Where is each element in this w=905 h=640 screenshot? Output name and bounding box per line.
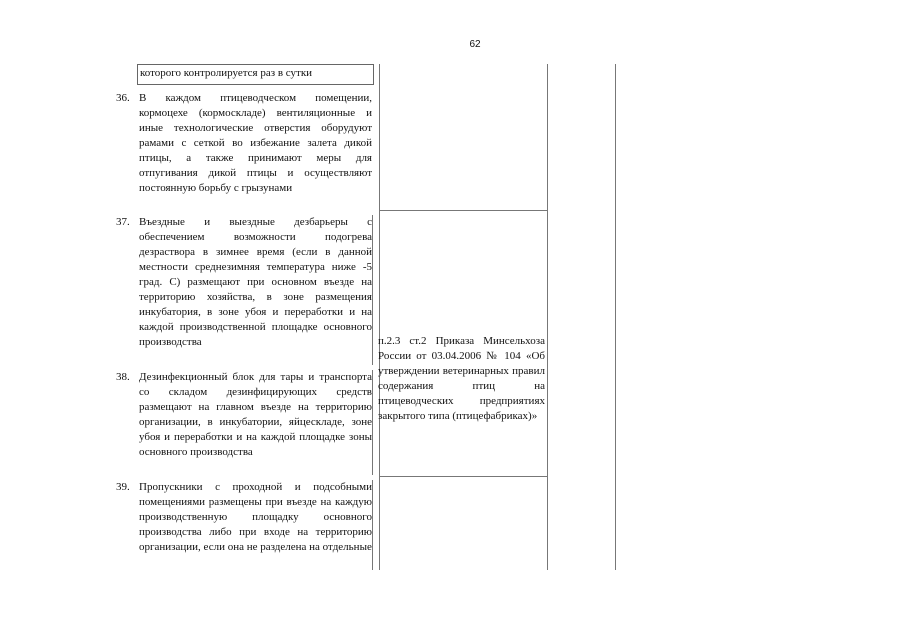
- cell-right-border-37: [372, 215, 373, 365]
- row-text-37: Въездные и выездные дезбарьеры с обеспечением возможности подогрева дезраствора в зимнее время (если в данной местности среднезимняя температура ниже -5 град. С) размещают при основном въезде на территорию хозяйства, в зоне размещения инкубатория, в зоне убоя и переработки и на каждой производственной площадке основного производства: [139, 216, 372, 348]
- cell-right-border-39: [372, 480, 373, 570]
- row-number-38: 38.: [116, 371, 130, 383]
- row-number-39: 39.: [116, 481, 130, 493]
- row-text-continuation: которого контролируется раз в сутки: [140, 67, 313, 79]
- column-divider-text: [379, 64, 380, 570]
- row-text-39: Пропускники с проходной и подсобными помещениями размещены при въезде на каждую производственную площадку основного производства либо при входе на территорию организации, если она не разделена на отдельные: [139, 481, 372, 553]
- row-number-37: 37.: [116, 216, 130, 228]
- column-divider-right: [615, 64, 616, 570]
- cell-right-border-38: [372, 370, 373, 475]
- row-divider-38-39: [379, 476, 547, 477]
- page-number: 62: [469, 39, 481, 50]
- legal-reference: п.2.3 ст.2 Приказа Минсельхоза России от 03.04.2006 № 104 «Об утверждении ветеринарных правил содержания птиц на птицеводческих предприятиях закрытого типа (птицефабриках)»: [378, 335, 545, 422]
- column-divider-reference: [547, 64, 548, 570]
- row-text-38: Дезинфекционный блок для тары и транспорта со складом дезинфицирующих средств размещают на главном въезде на территорию организации, в инкубатории, яйцескладе, зоне убоя и переработки и на каждой площадке зоны основного производства: [139, 371, 372, 458]
- row-number-36: 36.: [116, 92, 130, 104]
- row-text-36: В каждом птицеводческом помещении, кормоцехе (кормоскладе) вентиляционные и иные технологические отверстия оборудуют рамами с сеткой во избежание залета дикой птицы, а также принимают меры для отпугивания дикой птицы и осуществляют постоянную борьбу с грызунами: [139, 92, 372, 194]
- row-divider-36-37: [379, 210, 547, 211]
